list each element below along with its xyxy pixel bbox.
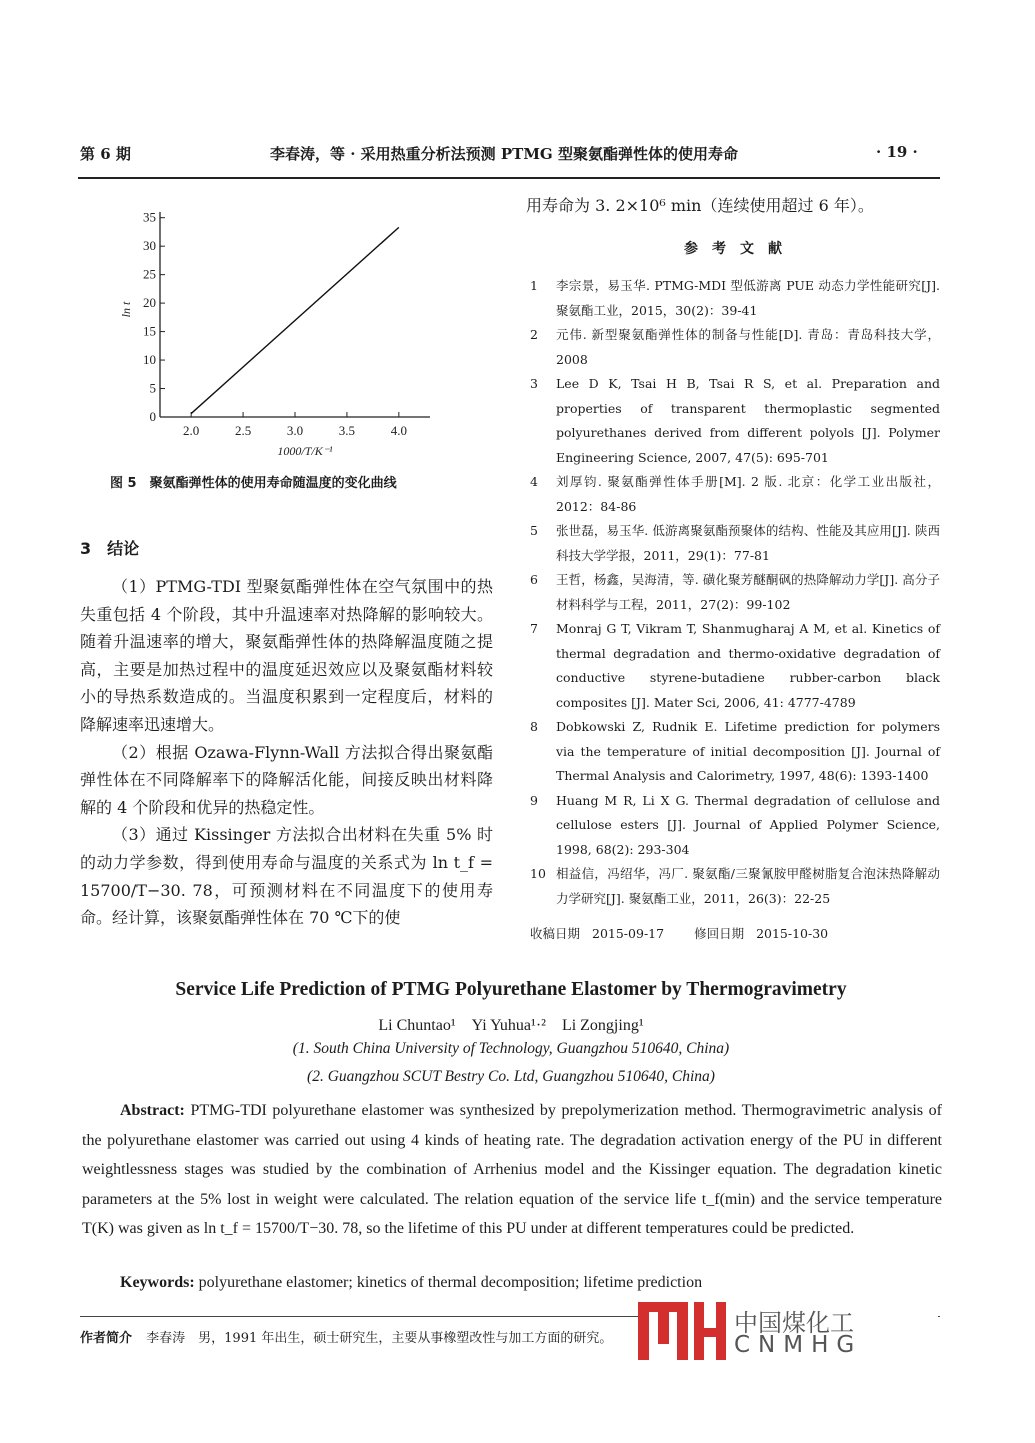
affiliation-1: (1. South China University of Technology, Guangzhou 510640, China) [292, 1040, 730, 1057]
reference-text: 李宗景，易玉华. PTMG-MDI 型低游离 PUE 动态力学性能研究[J]. 聚氨酯工业，2015，30(2)：39-41 [556, 278, 940, 318]
reference-number: 10 [530, 866, 546, 881]
reference-number: 7 [530, 621, 538, 636]
cnmhg-logo [638, 1300, 938, 1364]
x-tick-label: 2.0 [183, 423, 200, 438]
series-line [191, 227, 399, 413]
x-axis-label: 1000/T/K⁻¹ [277, 444, 333, 458]
reference-number: 9 [530, 792, 538, 808]
y-tick-label: 35 [143, 209, 156, 225]
reference-item [530, 470, 940, 519]
section-heading: 3 结论 [80, 539, 140, 558]
y-tick-label: 10 [143, 352, 156, 368]
conclusion-paragraph-3: （3）通过 Kissinger 方法拟合出材料在失重 5% 时的动力学参数，得到使用寿命与温度的关系式为 ln t_f = 15700/T−30. 78，可预测材料在不同温度下的使用寿命。经计算，该聚氨酯弹性体在 70 ℃下的使 [80, 825, 493, 928]
y-tick-label: 30 [143, 238, 156, 254]
revised-date: 2015-10-30 [756, 926, 829, 941]
y-tick-label: 20 [143, 295, 156, 311]
reference-number: 3 [530, 376, 538, 391]
reference-item [530, 519, 940, 568]
english-title: Service Life Prediction of PTMG Polyurethane Elastomer by Thermogravimetry [175, 979, 847, 1000]
reference-item [530, 789, 940, 863]
reference-number: 1 [530, 278, 538, 293]
reference-item [530, 323, 940, 372]
y-tick-label: 25 [143, 266, 156, 282]
reference-text: 王哲，杨鑫，吴海清，等. 磺化聚芳醚酮砜的热降解动力学[J]. 高分子材料科学与工程，2011，27(2)：99-102 [556, 572, 940, 612]
reference-item [530, 372, 940, 470]
reference-text: 相益信，冯绍华，冯厂. 聚氨酯/三聚氰胺甲醛树脂复合泡沫热降解动力学研究[J]. 聚氨酯工业，2011，26(3)：22-25 [556, 866, 940, 906]
reference-number: 6 [530, 572, 538, 587]
conclusion-paragraph-2: （2）根据 Ozawa-Flynn-Wall 方法拟合得出聚氨酯弹性体在不同降解率下的降解活化能，间接反映出材料降解的 4 个阶段和优异的热稳定性。 [80, 742, 493, 817]
x-tick-label: 4.0 [390, 423, 407, 438]
received-date: 2015-09-17 [592, 926, 665, 941]
y-axis-label: ln t [119, 301, 133, 318]
reference-text: Huang M R, Li X G. Thermal degradation of cellulose and cellulose esters [J]. Journal of Applied Polymer Science, 1998, 68(2): 293-304 [556, 792, 940, 857]
reference-text: 刘厚钧. 聚氨酯弹性体手册[M]. 2 版. 北京：化学工业出版社，2012：84-86 [556, 474, 940, 514]
reference-item [530, 862, 940, 911]
x-tick-label: 3.5 [338, 423, 356, 438]
keywords-label: Keywords: [120, 1274, 195, 1291]
revised-label: 修回日期 [694, 926, 745, 941]
reference-text: Lee D K, Tsai H B, Tsai R S, et al. Preparation and properties of transparent thermoplastic segmented polyurethanes derived from different polyols [J]. Polymer Engineering Science, 2007, 47(5): 695-701 [556, 376, 940, 465]
logo-cn-text: 中国煤化工 [734, 1309, 854, 1337]
x-tick-label: 3.0 [286, 423, 304, 438]
reference-number: 2 [530, 327, 538, 342]
conclusion-body [80, 573, 493, 932]
reference-number: 5 [530, 523, 538, 538]
figure-caption: 图 5 聚氨酯弹性体的使用寿命随温度的变化曲线 [110, 476, 397, 491]
dates-line [530, 924, 828, 942]
reference-text: Monraj G T, Vikram T, Shanmugharaj A M, et al. Kinetics of thermal degradation and thermo-oxidative degradation of conductive styrene-butadiene rubber-carbon black composites [J]. Mater Sci, 2006, 41: 4777-4789 [556, 621, 940, 710]
x-tick-label: 2.5 [234, 423, 252, 438]
references-heading: 参 考 文 献 [684, 241, 782, 257]
running-title: 李春涛，等 · 采用热重分析法预测 PTMG 型聚氨酯弹性体的使用寿命 [270, 145, 738, 163]
reference-item [530, 568, 940, 617]
continued-text: 用寿命为 3. 2×10⁶ min（连续使用超过 6 年）。 [526, 196, 874, 215]
affiliation-2: (2. Guangzhou SCUT Bestry Co. Ltd, Guangzhou 510640, China) [307, 1068, 715, 1085]
reference-text: 张世磊，易玉华. 低游离聚氨酯预聚体的结构、性能及其应用[J]. 陕西科技大学学报，2011，29(1)：77-81 [556, 523, 940, 563]
reference-text: 元伟. 新型聚氨酯弹性体的制备与性能[D]. 青岛：青岛科技大学，2008 [556, 327, 940, 367]
reference-item [530, 617, 940, 715]
author-bio-label: 作者简介 [80, 1331, 133, 1346]
reference-number: 4 [530, 474, 538, 489]
keywords-text: polyurethane elastomer; kinetics of thermal decomposition; lifetime prediction [198, 1274, 703, 1291]
abstract-label: Abstract: [120, 1102, 185, 1119]
header-rule [78, 177, 940, 179]
y-tick-label: 5 [149, 380, 156, 396]
figure-5-chart [110, 198, 440, 463]
keywords [82, 1268, 942, 1298]
abstract-text: PTMG-TDI polyurethane elastomer was synthesized by prepolymerization method. Thermogravimetric analysis of the polyurethane elastomer was carried out using 4 kinds of heating rate. The degradation activation energy of the PU in different weightlessness stages was studied by the combination of Arrhenius model and the Kissinger equation. The degradation kinetic parameters at the 5% lost in weight were calculated. The relation equation of the service life t_f(min) and the service temperature T(K) was given as ln t_f = 15700/T−30. 78, so the lifetime of this PU under at different temperatures could be predicted. [82, 1102, 942, 1237]
received-label: 收稿日期 [530, 926, 581, 941]
english-authors: Li Chuntao¹ Yi Yuhua¹·² Li Zongjing¹ [378, 1017, 644, 1034]
page-number: · 19 · [876, 143, 918, 161]
logo-en-text: CNMHG [734, 1332, 863, 1358]
y-tick-label: 0 [149, 409, 156, 424]
reference-list [530, 274, 940, 911]
abstract [82, 1096, 942, 1244]
reference-item [530, 715, 940, 789]
author-bio-text: 李春涛 男，1991 年出生，硕士研究生，主要从事橡塑改性与加工方面的研究。 [146, 1331, 613, 1346]
conclusion-paragraph-1: （1）PTMG-TDI 型聚氨酯弹性体在空气氛围中的热失重包括 4 个阶段，其中升温速率对热降解的影响较大。随着升温速率的增大，聚氨酯弹性体的热降解温度随之提高，主要是加热过程中的温度延迟效应以及聚氨酯材料较小的导热系数造成的。当温度积累到一定程度后，材料的降解速率迅速增大。 [80, 577, 493, 734]
y-tick-label: 15 [143, 323, 156, 339]
reference-text: Dobkowski Z, Rudnik E. Lifetime prediction for polymers via the temperature of initial decomposition [J]. Journal of Thermal Analysis and Calorimetry, 1997, 48(6): 1393-1400 [556, 719, 940, 783]
reference-number: 8 [530, 719, 538, 734]
issue-number: 第 6 期 [80, 145, 131, 163]
cnmhg-mark-icon [638, 1300, 730, 1364]
reference-item [530, 274, 940, 323]
author-bio [80, 1327, 612, 1346]
